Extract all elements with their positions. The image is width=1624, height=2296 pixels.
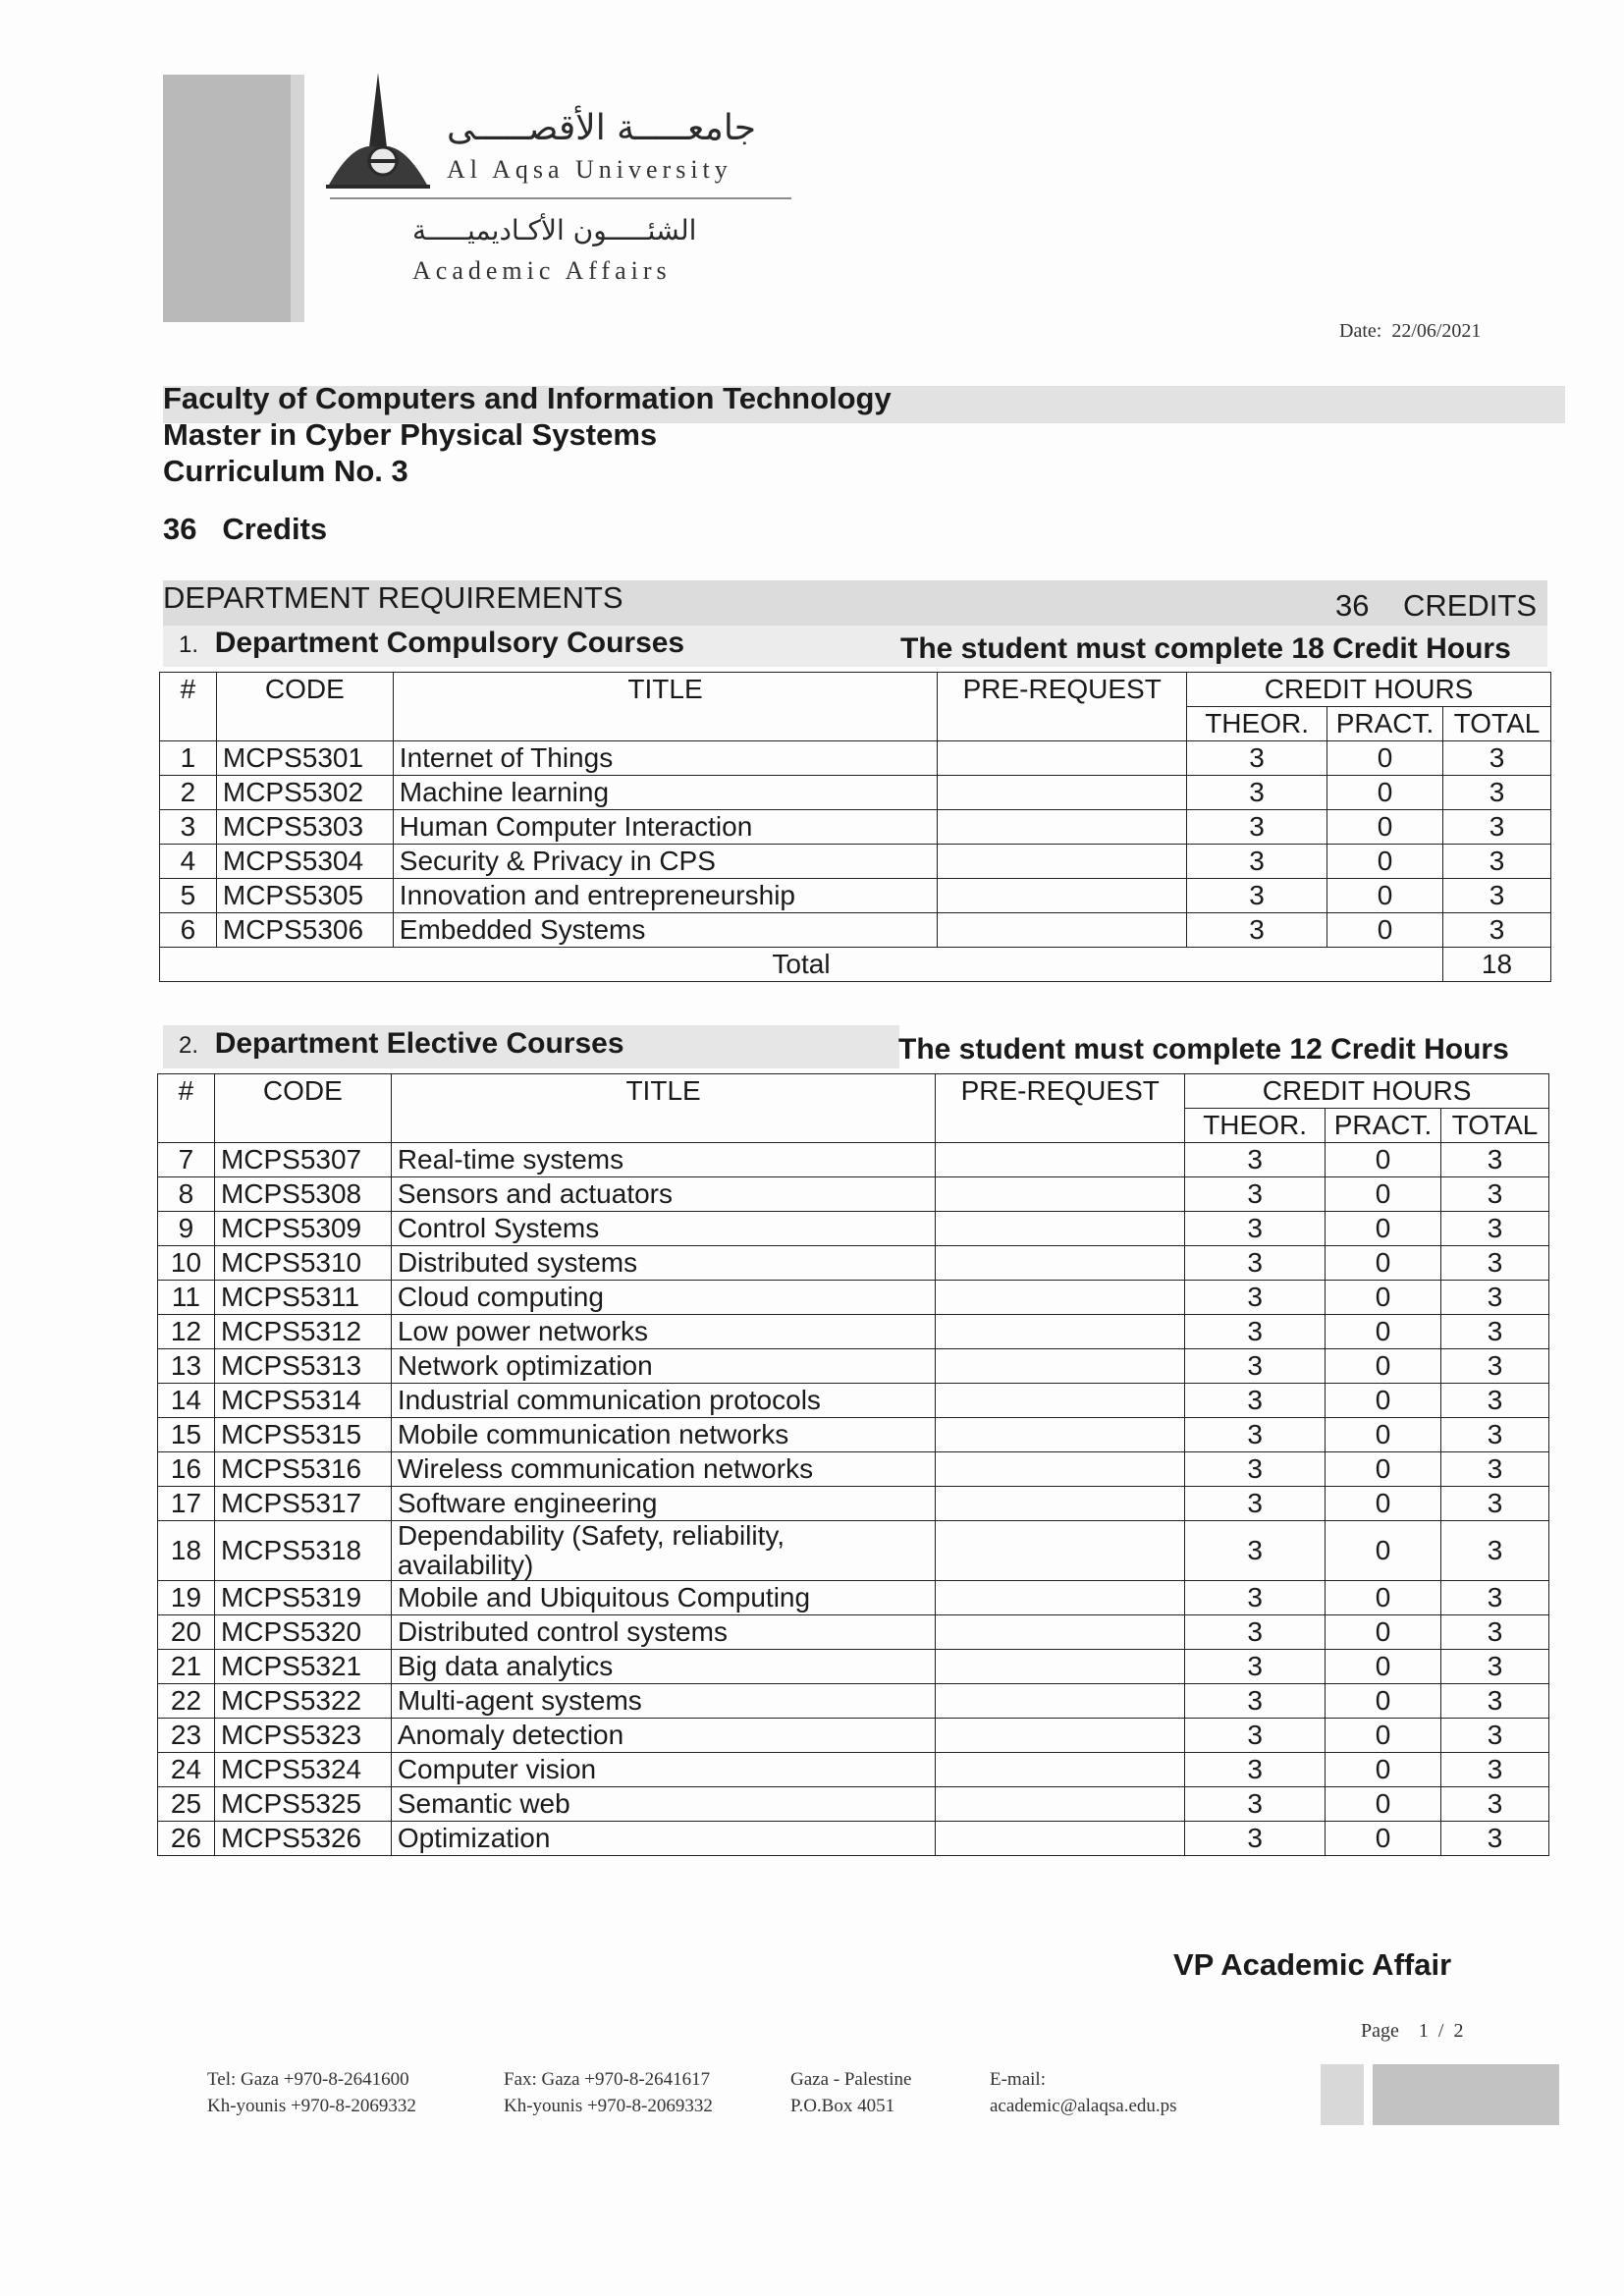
course-number: 18 <box>158 1521 215 1581</box>
course-code: MCPS5305 <box>216 879 393 913</box>
course-code: MCPS5315 <box>214 1418 391 1452</box>
course-theory-hours: 3 <box>1185 1212 1326 1246</box>
course-title: Low power networks <box>391 1315 936 1349</box>
course-theory-hours: 3 <box>1187 741 1327 776</box>
course-total-hours: 3 <box>1441 1487 1549 1521</box>
university-name-english: Al Aqsa University <box>447 155 732 184</box>
course-practical-hours: 0 <box>1326 1349 1441 1384</box>
footer-email-address: academic@alaqsa.edu.ps <box>990 2096 1177 2116</box>
col-code-header: CODE <box>214 1074 391 1143</box>
course-total-hours: 3 <box>1441 1753 1549 1787</box>
course-row <box>158 1581 1549 1615</box>
page-number <box>1361 2020 1463 2043</box>
col-total-header: TOTAL <box>1443 707 1551 741</box>
course-number: 14 <box>158 1384 215 1418</box>
course-number: 8 <box>158 1177 215 1212</box>
course-total-hours: 3 <box>1441 1684 1549 1719</box>
course-total-hours: 3 <box>1443 810 1551 845</box>
elective-number: 2. <box>179 1032 199 1059</box>
course-prerequisite <box>936 1787 1185 1822</box>
course-theory-hours: 3 <box>1187 776 1327 810</box>
course-title: Mobile communication networks <box>391 1418 936 1452</box>
university-logo-icon <box>324 71 432 193</box>
col-pract-header: PRACT. <box>1326 1109 1441 1143</box>
course-theory-hours: 3 <box>1185 1787 1326 1822</box>
course-theory-hours: 3 <box>1185 1521 1326 1581</box>
footer-email-label: E-mail: <box>990 2069 1046 2090</box>
elective-heading <box>179 1027 624 1061</box>
course-title: Semantic web <box>391 1787 936 1822</box>
compulsory-heading <box>179 627 684 660</box>
course-number: 17 <box>158 1487 215 1521</box>
course-code: MCPS5303 <box>216 810 393 845</box>
course-number: 22 <box>158 1684 215 1719</box>
course-practical-hours: 0 <box>1326 1615 1441 1650</box>
course-practical-hours: 0 <box>1326 1418 1441 1452</box>
course-practical-hours: 0 <box>1327 810 1443 845</box>
course-theory-hours: 3 <box>1185 1719 1326 1753</box>
course-total-hours: 3 <box>1441 1212 1549 1246</box>
course-row <box>158 1315 1549 1349</box>
col-theor-header: THEOR. <box>1187 707 1327 741</box>
course-code: MCPS5319 <box>214 1581 391 1615</box>
course-code: MCPS5307 <box>214 1143 391 1177</box>
course-prerequisite <box>936 1719 1185 1753</box>
footer-phone <box>207 2066 416 2119</box>
compulsory-number: 1. <box>179 631 199 658</box>
course-title-line: availability) <box>397 1550 534 1580</box>
footer-phone-khyounis: Kh-younis +970-8-2069332 <box>207 2096 416 2116</box>
course-code: MCPS5304 <box>216 845 393 879</box>
course-title: Distributed control systems <box>391 1615 936 1650</box>
course-theory-hours: 3 <box>1187 810 1327 845</box>
course-practical-hours: 0 <box>1326 1753 1441 1787</box>
course-practical-hours: 0 <box>1326 1281 1441 1315</box>
footer-gray-block-small <box>1321 2064 1364 2125</box>
course-title: Optimization <box>391 1822 936 1856</box>
course-row <box>160 845 1551 879</box>
course-theory-hours: 3 <box>1185 1349 1326 1384</box>
total-value: 18 <box>1443 948 1551 982</box>
course-title: Network optimization <box>391 1349 936 1384</box>
col-prereq-header: PRE-REQUEST <box>936 1074 1185 1143</box>
course-theory-hours: 3 <box>1185 1684 1326 1719</box>
course-number: 2 <box>160 776 217 810</box>
course-title: Innovation and entrepreneurship <box>393 879 937 913</box>
course-row <box>158 1822 1549 1856</box>
course-practical-hours: 0 <box>1327 879 1443 913</box>
course-practical-hours: 0 <box>1326 1246 1441 1281</box>
course-number: 12 <box>158 1315 215 1349</box>
course-code: MCPS5322 <box>214 1684 391 1719</box>
footer-email <box>990 2066 1177 2119</box>
course-number: 25 <box>158 1787 215 1822</box>
course-title: Wireless communication networks <box>391 1452 936 1487</box>
course-number: 23 <box>158 1719 215 1753</box>
course-number: 1 <box>160 741 217 776</box>
footer-address-pobox: P.O.Box 4051 <box>790 2096 895 2116</box>
course-prerequisite <box>936 1177 1185 1212</box>
course-row <box>160 810 1551 845</box>
course-practical-hours: 0 <box>1326 1581 1441 1615</box>
footer-fax-gaza: Fax: Gaza +970-8-2641617 <box>504 2069 711 2090</box>
course-prerequisite <box>936 1212 1185 1246</box>
letterhead-rule <box>330 197 791 199</box>
course-title: Embedded Systems <box>393 913 937 948</box>
course-code: MCPS5309 <box>214 1212 391 1246</box>
course-row <box>158 1650 1549 1684</box>
course-number: 26 <box>158 1822 215 1856</box>
course-theory-hours: 3 <box>1187 845 1327 879</box>
course-theory-hours: 3 <box>1185 1177 1326 1212</box>
department-title: DEPARTMENT REQUIREMENTS <box>163 580 623 615</box>
course-number: 9 <box>158 1212 215 1246</box>
course-practical-hours: 0 <box>1326 1212 1441 1246</box>
course-total-hours: 3 <box>1441 1143 1549 1177</box>
degree-name: Master in Cyber Physical Systems <box>163 417 658 452</box>
col-credit-hours-header: CREDIT HOURS <box>1187 673 1551 707</box>
compulsory-courses-table <box>159 672 1551 982</box>
course-row <box>158 1719 1549 1753</box>
university-name-arabic: جامعـــــة الأقصـــــى <box>447 108 757 148</box>
course-theory-hours: 3 <box>1185 1418 1326 1452</box>
course-title: Anomaly detection <box>391 1719 936 1753</box>
course-number: 16 <box>158 1452 215 1487</box>
course-practical-hours: 0 <box>1326 1684 1441 1719</box>
course-prerequisite <box>936 1246 1185 1281</box>
course-theory-hours: 3 <box>1185 1581 1326 1615</box>
course-practical-hours: 0 <box>1327 776 1443 810</box>
course-prerequisite <box>936 1650 1185 1684</box>
course-theory-hours: 3 <box>1185 1822 1326 1856</box>
course-number: 6 <box>160 913 217 948</box>
col-pract-header: PRACT. <box>1327 707 1443 741</box>
footer-fax-khyounis: Kh-younis +970-8-2069332 <box>504 2096 713 2116</box>
course-row <box>158 1684 1549 1719</box>
signature-title: VP Academic Affair <box>1173 1947 1452 1982</box>
page-separator: / <box>1437 2020 1444 2042</box>
course-row <box>158 1418 1549 1452</box>
course-row <box>158 1281 1549 1315</box>
course-row <box>158 1452 1549 1487</box>
course-number: 19 <box>158 1581 215 1615</box>
course-prerequisite <box>938 776 1187 810</box>
letterhead-gray-edge <box>291 75 304 322</box>
department-credits-label: CREDITS <box>1402 588 1538 623</box>
course-title: Security & Privacy in CPS <box>393 845 937 879</box>
course-total-hours: 3 <box>1441 1315 1549 1349</box>
compulsory-requirement: The student must complete 18 Credit Hours <box>900 632 1511 665</box>
program-credits-number: 36 <box>163 512 197 546</box>
course-total-hours: 3 <box>1441 1281 1549 1315</box>
course-total-hours: 3 <box>1441 1615 1549 1650</box>
course-code: MCPS5316 <box>214 1452 391 1487</box>
course-prerequisite <box>936 1452 1185 1487</box>
course-prerequisite <box>936 1521 1185 1581</box>
course-prerequisite <box>936 1822 1185 1856</box>
course-number: 5 <box>160 879 217 913</box>
course-total-hours: 3 <box>1441 1177 1549 1212</box>
date-line <box>1339 320 1481 343</box>
course-row <box>160 879 1551 913</box>
footer-address <box>790 2066 911 2119</box>
course-practical-hours: 0 <box>1326 1487 1441 1521</box>
course-code: MCPS5323 <box>214 1719 391 1753</box>
col-number-header: # <box>158 1074 215 1143</box>
course-code: MCPS5320 <box>214 1615 391 1650</box>
course-total-hours: 3 <box>1441 1787 1549 1822</box>
course-total-hours: 3 <box>1441 1246 1549 1281</box>
course-row <box>158 1787 1549 1822</box>
col-prereq-header: PRE-REQUEST <box>938 673 1187 741</box>
course-row <box>158 1753 1549 1787</box>
course-practical-hours: 0 <box>1327 741 1443 776</box>
course-title: Human Computer Interaction <box>393 810 937 845</box>
course-practical-hours: 0 <box>1327 845 1443 879</box>
course-practical-hours: 0 <box>1327 913 1443 948</box>
course-total-hours: 3 <box>1443 913 1551 948</box>
course-prerequisite <box>938 845 1187 879</box>
course-total-hours: 3 <box>1441 1719 1549 1753</box>
elective-courses-table <box>157 1073 1549 1856</box>
course-total-hours: 3 <box>1443 776 1551 810</box>
page-total: 2 <box>1453 2020 1464 2042</box>
course-prerequisite <box>936 1581 1185 1615</box>
course-code: MCPS5313 <box>214 1349 391 1384</box>
page-current: 1 <box>1418 2020 1429 2042</box>
course-title: Software engineering <box>391 1487 936 1521</box>
course-practical-hours: 0 <box>1326 1143 1441 1177</box>
course-row <box>160 913 1551 948</box>
course-prerequisite <box>938 810 1187 845</box>
course-title: Control Systems <box>391 1212 936 1246</box>
date-label: Date: <box>1339 320 1382 342</box>
course-practical-hours: 0 <box>1326 1787 1441 1822</box>
col-title-header: TITLE <box>391 1074 936 1143</box>
course-row <box>158 1615 1549 1650</box>
page-label: Page <box>1361 2020 1399 2042</box>
course-title: Industrial communication protocols <box>391 1384 936 1418</box>
course-row <box>158 1349 1549 1384</box>
course-total-hours: 3 <box>1441 1521 1549 1581</box>
course-code: MCPS5324 <box>214 1753 391 1787</box>
course-number: 21 <box>158 1650 215 1684</box>
course-theory-hours: 3 <box>1185 1487 1326 1521</box>
compulsory-title: Department Compulsory Courses <box>214 627 685 659</box>
course-row <box>158 1246 1549 1281</box>
col-number-header: # <box>160 673 217 741</box>
course-practical-hours: 0 <box>1326 1521 1441 1581</box>
course-total-hours: 3 <box>1441 1384 1549 1418</box>
course-title: Big data analytics <box>391 1650 936 1684</box>
course-theory-hours: 3 <box>1185 1753 1326 1787</box>
elective-requirement: The student must complete 12 Credit Hours <box>898 1033 1509 1066</box>
course-theory-hours: 3 <box>1185 1246 1326 1281</box>
course-prerequisite <box>936 1753 1185 1787</box>
course-title: Distributed systems <box>391 1246 936 1281</box>
department-credits-number: 36 <box>1335 588 1370 623</box>
course-row <box>160 741 1551 776</box>
course-practical-hours: 0 <box>1326 1650 1441 1684</box>
course-total-hours: 3 <box>1441 1581 1549 1615</box>
course-row <box>158 1384 1549 1418</box>
course-prerequisite <box>938 913 1187 948</box>
course-number: 11 <box>158 1281 215 1315</box>
course-practical-hours: 0 <box>1326 1315 1441 1349</box>
course-total-hours: 3 <box>1443 879 1551 913</box>
footer-fax <box>504 2066 713 2119</box>
total-label: Total <box>160 948 1443 982</box>
elective-title: Department Elective Courses <box>214 1027 624 1060</box>
course-number: 3 <box>160 810 217 845</box>
faculty-name: Faculty of Computers and Information Technology <box>163 381 892 415</box>
course-prerequisite <box>936 1384 1185 1418</box>
course-total-hours: 3 <box>1443 741 1551 776</box>
program-credits-label: Credits <box>222 512 328 546</box>
letterhead-gray-block <box>163 75 304 322</box>
course-theory-hours: 3 <box>1187 913 1327 948</box>
course-row <box>158 1487 1549 1521</box>
course-code: MCPS5312 <box>214 1315 391 1349</box>
course-prerequisite <box>936 1684 1185 1719</box>
course-practical-hours: 0 <box>1326 1719 1441 1753</box>
course-practical-hours: 0 <box>1326 1177 1441 1212</box>
department-name-english: Academic Affairs <box>412 256 672 285</box>
course-total-hours: 3 <box>1441 1418 1549 1452</box>
course-code: MCPS5306 <box>216 913 393 948</box>
course-prerequisite <box>936 1418 1185 1452</box>
course-total-hours: 3 <box>1441 1452 1549 1487</box>
course-theory-hours: 3 <box>1185 1650 1326 1684</box>
course-theory-hours: 3 <box>1185 1384 1326 1418</box>
course-title: Mobile and Ubiquitous Computing <box>391 1581 936 1615</box>
course-title: Cloud computing <box>391 1281 936 1315</box>
curriculum-number: Curriculum No. 3 <box>163 454 408 488</box>
course-theory-hours: 3 <box>1187 879 1327 913</box>
course-theory-hours: 3 <box>1185 1281 1326 1315</box>
col-code-header: CODE <box>216 673 393 741</box>
course-total-hours: 3 <box>1441 1822 1549 1856</box>
course-code: MCPS5318 <box>214 1521 391 1581</box>
course-practical-hours: 0 <box>1326 1822 1441 1856</box>
course-title-line: Dependability (Safety, reliability, <box>397 1520 785 1551</box>
course-theory-hours: 3 <box>1185 1315 1326 1349</box>
course-theory-hours: 3 <box>1185 1143 1326 1177</box>
date-value: 22/06/2021 <box>1391 320 1482 342</box>
course-theory-hours: 3 <box>1185 1615 1326 1650</box>
course-prerequisite <box>936 1143 1185 1177</box>
department-credits <box>1335 588 1537 624</box>
course-prerequisite <box>938 879 1187 913</box>
course-number: 10 <box>158 1246 215 1281</box>
footer-gray-block <box>1373 2064 1559 2125</box>
course-code: MCPS5308 <box>214 1177 391 1212</box>
course-prerequisite <box>936 1487 1185 1521</box>
course-number: 24 <box>158 1753 215 1787</box>
course-title: Sensors and actuators <box>391 1177 936 1212</box>
course-number: 20 <box>158 1615 215 1650</box>
course-code: MCPS5325 <box>214 1787 391 1822</box>
program-credits <box>163 512 327 547</box>
course-prerequisite <box>936 1615 1185 1650</box>
footer-phone-gaza: Tel: Gaza +970-8-2641600 <box>207 2069 409 2090</box>
col-total-header: TOTAL <box>1441 1109 1549 1143</box>
course-prerequisite <box>936 1281 1185 1315</box>
course-code: MCPS5310 <box>214 1246 391 1281</box>
course-row <box>158 1177 1549 1212</box>
course-total-hours: 3 <box>1441 1650 1549 1684</box>
course-row <box>158 1143 1549 1177</box>
department-name-arabic: الشئـــــون الأكـاديميـــــة <box>412 214 697 246</box>
course-code: MCPS5317 <box>214 1487 391 1521</box>
course-practical-hours: 0 <box>1326 1452 1441 1487</box>
course-title: Real-time systems <box>391 1143 936 1177</box>
course-title: Internet of Things <box>393 741 937 776</box>
course-total-hours: 3 <box>1443 845 1551 879</box>
course-code: MCPS5302 <box>216 776 393 810</box>
course-total-hours: 3 <box>1441 1349 1549 1384</box>
course-row <box>158 1212 1549 1246</box>
course-number: 13 <box>158 1349 215 1384</box>
course-prerequisite <box>938 741 1187 776</box>
col-theor-header: THEOR. <box>1185 1109 1326 1143</box>
course-code: MCPS5321 <box>214 1650 391 1684</box>
course-code: MCPS5314 <box>214 1384 391 1418</box>
course-number: 4 <box>160 845 217 879</box>
course-code: MCPS5326 <box>214 1822 391 1856</box>
course-number: 15 <box>158 1418 215 1452</box>
col-credit-hours-header: CREDIT HOURS <box>1185 1074 1549 1109</box>
course-title: Machine learning <box>393 776 937 810</box>
course-prerequisite <box>936 1349 1185 1384</box>
course-row <box>158 1521 1549 1581</box>
col-title-header: TITLE <box>393 673 937 741</box>
course-title: Computer vision <box>391 1753 936 1787</box>
course-code: MCPS5301 <box>216 741 393 776</box>
course-practical-hours: 0 <box>1326 1384 1441 1418</box>
course-row <box>160 776 1551 810</box>
course-theory-hours: 3 <box>1185 1452 1326 1487</box>
footer-address-city: Gaza - Palestine <box>790 2069 912 2090</box>
course-number: 7 <box>158 1143 215 1177</box>
course-code: MCPS5311 <box>214 1281 391 1315</box>
course-title <box>391 1521 936 1581</box>
course-title: Multi-agent systems <box>391 1684 936 1719</box>
course-prerequisite <box>936 1315 1185 1349</box>
